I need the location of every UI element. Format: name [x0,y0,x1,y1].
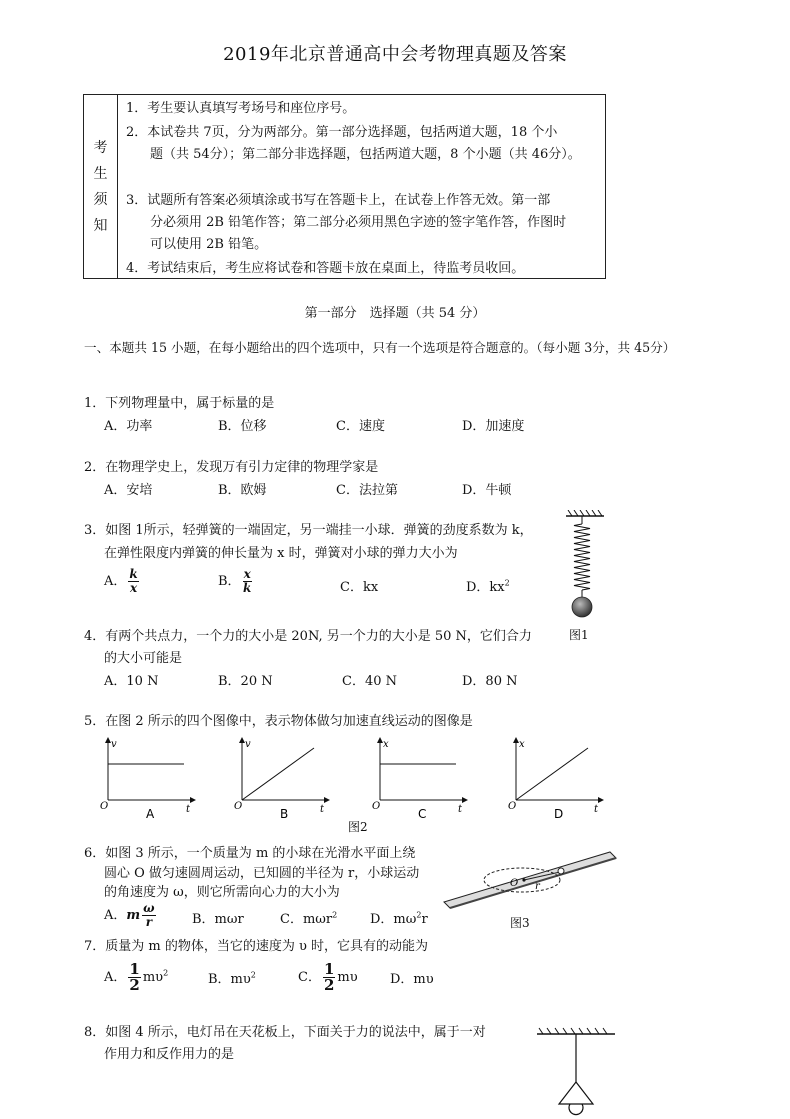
option-a: A．功率 [104,419,153,434]
side-char: 须 [93,192,108,208]
exam-notice-box [83,94,606,279]
superscript: 2 [250,970,256,980]
origin-label: O [372,801,381,812]
option-label: C． [298,970,321,985]
x-axis-label: t [458,804,463,815]
option-label: A． [104,574,127,589]
question-stem: 5．在图 2 所示的四个图像中，表示物体做匀加速直线运动的图像是 [84,714,473,729]
y-axis-label: x [383,739,389,750]
question-stem: 1．下列物理量中，属于标量的是 [84,396,275,411]
center-label: O [510,878,519,889]
question-stem: 的角速度为 ω，则它所需向心力的大小为 [104,885,340,900]
circular-motion-figure [440,846,620,916]
side-char: 生 [93,166,108,182]
notice-line: 2．本试卷共 7页，分为两部分。第一部分选择题，包括两道大题，18 个小 [126,125,558,140]
option-b: B．位移 [218,419,267,434]
graph-label: D [554,807,564,821]
fraction-denominator: k [242,581,252,595]
option-a [104,902,158,929]
graph-b [234,734,334,822]
option-a: A．安培 [104,483,153,498]
x-axis-label: t [320,804,325,815]
fraction-denominator: x [129,581,138,595]
fraction-denominator: 2 [129,976,140,994]
option-b [218,568,254,595]
figure-caption: 图3 [510,916,530,930]
option-a [104,568,141,595]
option-text: C．mωr [280,912,333,927]
superscript: 2 [504,578,510,588]
graph-line [516,748,588,800]
fraction-numerator: 1 [323,960,335,978]
fraction-numerator: ω [143,901,155,915]
question-stem: 作用力和反作用力的是 [104,1047,235,1062]
option-b [208,968,256,987]
question-stem: 2．在物理学史上，发现万有引力定律的物理学家是 [84,460,379,475]
option-label: A． [104,908,127,923]
lamp-shade [559,1082,593,1104]
option-d: D．牛顿 [462,483,512,498]
graph-label: A [146,807,155,821]
origin-label: O [508,801,517,812]
notice-line: 分必须用 2B 铅笔作答；第二部分必须用黑色字迹的签字笔作答，作图时 [150,215,567,230]
side-char: 知 [93,218,108,234]
option-c: C．法拉第 [336,483,398,498]
question-stem: 7．质量为 m 的物体，当它的速度为 υ 时，它具有的动能为 [84,939,429,954]
superscript: 2 [416,910,422,920]
figure-caption: 图2 [348,820,368,834]
question-stem: 在弹性限度内弹簧的伸长量为 x 时，弹簧对小球的弹力大小为 [104,546,458,561]
part-heading: 第一部分 选择题（共 54 分） [304,306,486,321]
bulb [569,1104,583,1115]
option-d: D．mυ [390,972,434,987]
option-text: mυ [337,970,358,985]
graph-label: C [418,807,427,821]
fraction-numerator: 1 [129,960,140,978]
option-c: C．速度 [336,419,385,434]
option-text: D．kx [466,580,505,595]
notice-line: 1．考生要认真填写考场号和座位序号。 [126,101,356,116]
option-label: B． [218,574,241,589]
notice-line: 可以使用 2B 铅笔。 [150,237,268,252]
question-stem: 6．如图 3 所示，一个质量为 m 的小球在光滑水平面上绕 [84,846,416,861]
x-axis-label: t [594,804,599,815]
option-c [298,962,358,993]
spring-figure [560,510,610,622]
math-symbol: m [126,908,141,923]
hanging-lamp-figure [535,1024,617,1119]
option-b: B．mωr [192,912,244,927]
page-title: 2019年北京普通高中会考物理真题及答案 [223,44,567,65]
fraction-denominator: 2 [323,976,335,994]
ball [572,597,592,617]
option-text: r [421,912,428,927]
fraction [128,568,138,595]
origin-label: O [234,801,243,812]
superscript: 2 [332,910,338,920]
superscript: 2 [163,968,169,978]
option-c: C．kx [340,580,379,595]
graph-a [100,734,200,822]
y-axis-label: v [111,739,117,750]
option-d: D．80 N [462,674,518,689]
fraction [128,962,140,993]
option-text: B．mυ [208,972,251,987]
question-stem: 3．如图 1所示，轻弹簧的一端固定，另一端挂一小球．弹簧的劲度系数为 k， [84,523,533,538]
option-c: C．40 N [342,674,397,689]
option-text: D．mω [370,912,417,927]
notice-line: 4．考试结束后，考生应将试卷和答题卡放在桌面上，待监考员收回。 [126,261,525,276]
option-b: B．20 N [218,674,273,689]
fraction-numerator: x [243,567,251,581]
figure-caption: 图1 [569,628,589,642]
section-heading: 一、本题共 15 小题，在每小题给出的四个选项中，只有一个选项是符合题意的。（每小题 3分，共 45分） [84,340,676,355]
side-char: 考 [93,140,108,156]
y-axis-label: x [519,739,525,750]
notice-side-label [84,95,118,278]
option-b: B．欧姆 [218,483,267,498]
notice-line: 3．试题所有答案必须填涂或书写在答题卡上，在试卷上作答无效。第一部 [126,193,551,208]
fraction-denominator: r [145,915,153,929]
option-a: A．10 N [104,674,159,689]
fraction [142,902,155,929]
graph-label: B [280,807,289,821]
option-d: D．加速度 [462,419,525,434]
notice-line: 题（共 54分）；第二部分非选择题，包括两道大题，8 个小题（共 46分）。 [150,147,581,162]
option-d [370,908,428,927]
question-stem: 圆心 O 做匀速圆周运动，已知圆的半径为 r，小球运动 [104,866,420,881]
y-axis-label: v [245,739,251,750]
option-d [466,576,510,595]
question-stem: 8．如图 4 所示，电灯吊在天花板上，下面关于力的说法中，属于一对 [84,1025,486,1040]
origin-label: O [100,801,109,812]
question-stem: 的大小可能是 [104,651,183,666]
graph-line [242,748,314,800]
option-c [280,908,337,927]
fraction [243,568,252,595]
graph-d [508,734,608,822]
option-a [104,962,168,993]
question-stem: 4．有两个共点力，一个力的大小是 20N, 另一个力的大小是 50 N，它们合力 [84,629,532,644]
x-axis-label: t [186,804,191,815]
fraction [323,962,335,993]
graph-c [372,734,472,822]
radius-label: r [535,881,540,892]
fraction-numerator: k [129,567,138,581]
option-label: A． [104,970,127,985]
option-text: mυ [142,970,164,985]
